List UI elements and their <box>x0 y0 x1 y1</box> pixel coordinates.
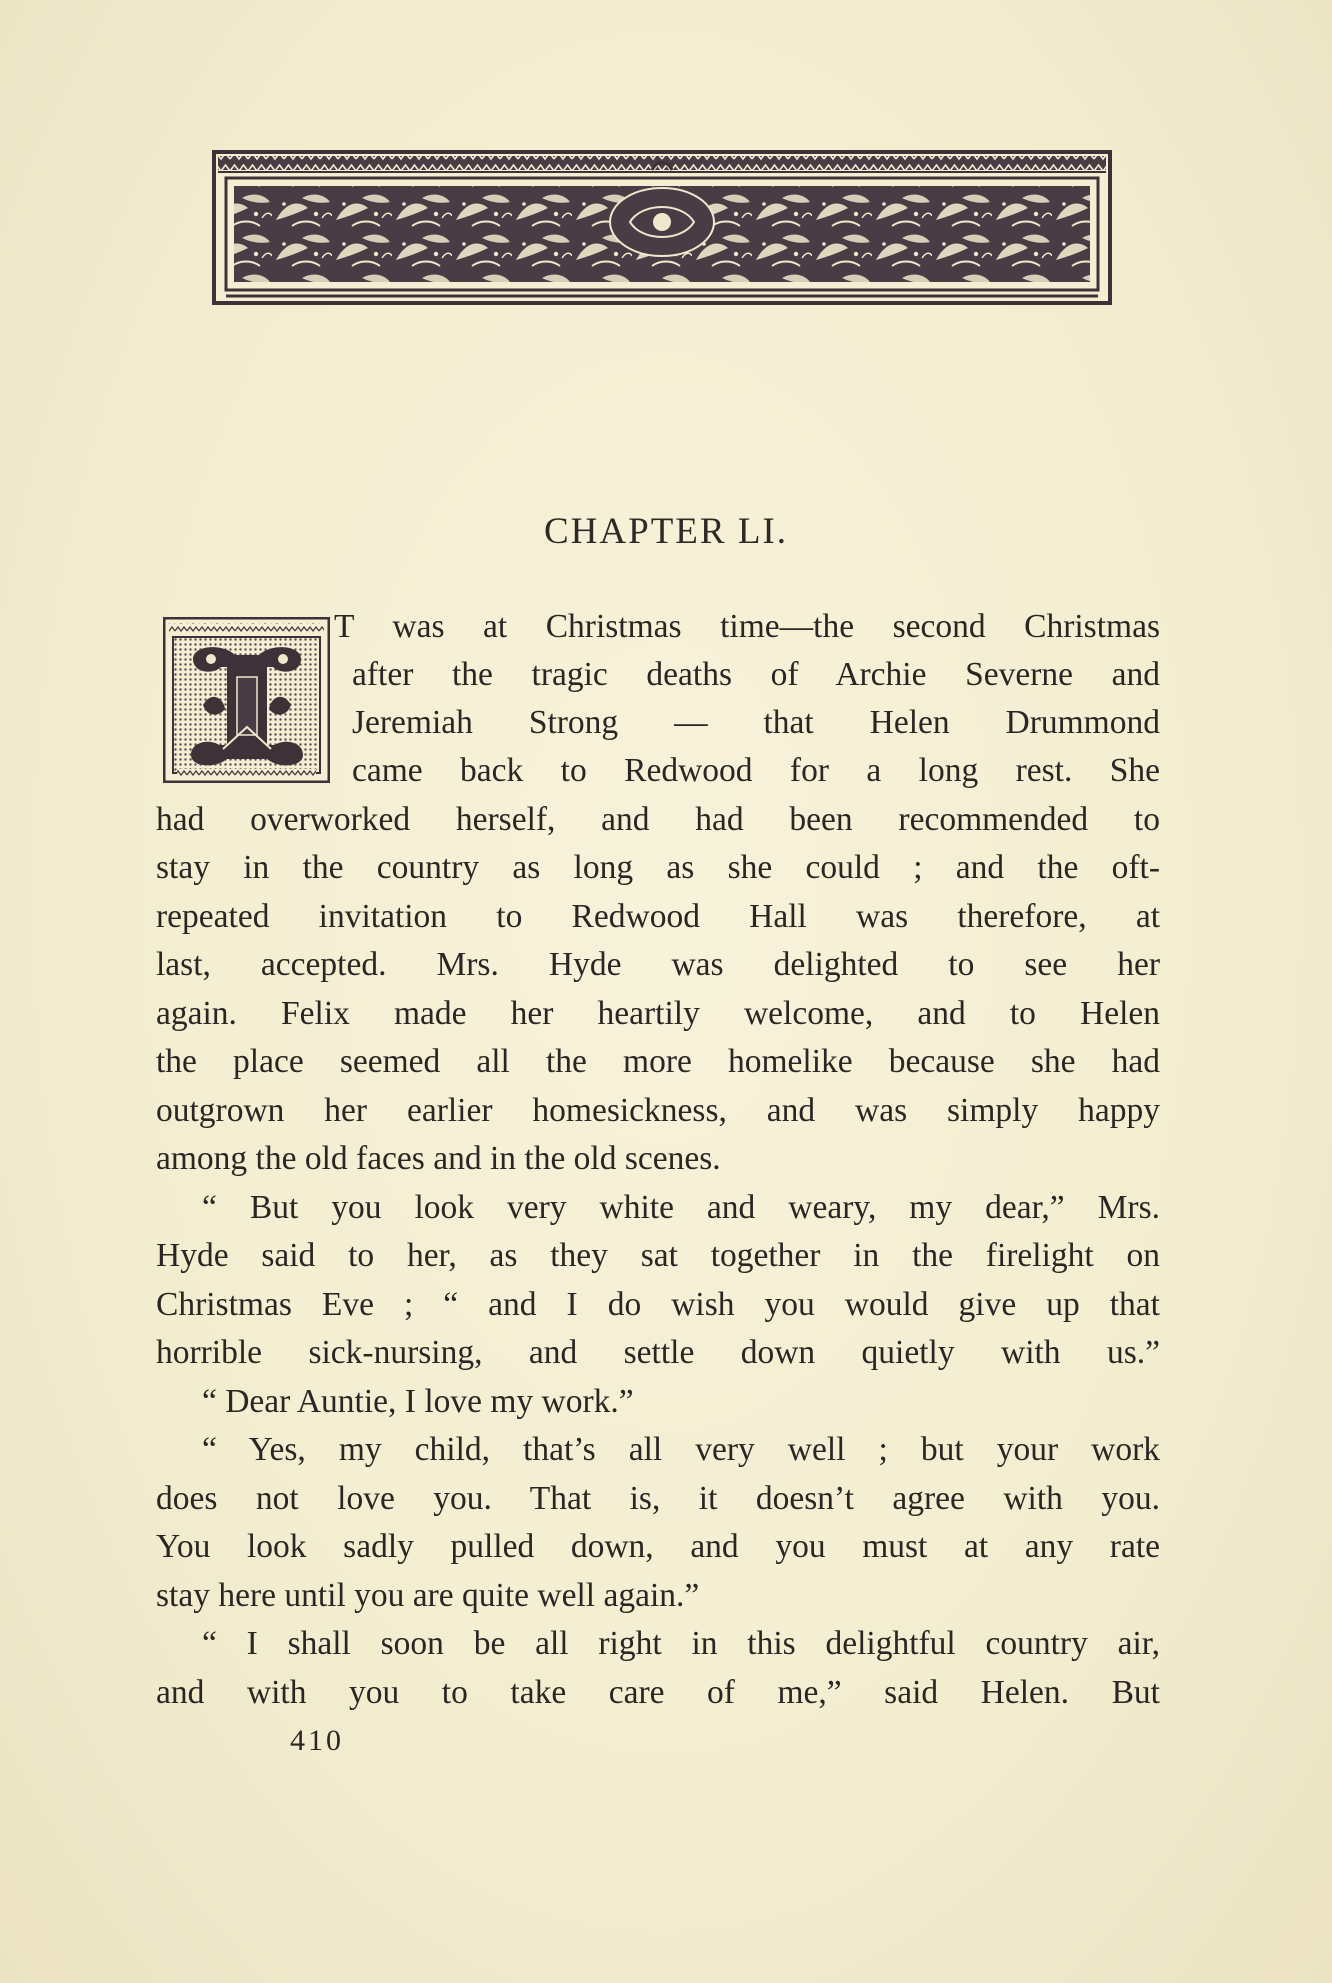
text-line: Jeremiah Strong — that Helen Drummond <box>352 704 1160 741</box>
text-line: and with you to take care of me,” said Helen. But <box>156 1674 1160 1711</box>
ornamental-headpiece <box>212 150 1112 305</box>
text-line: among the old faces and in the old scenes. <box>156 1140 721 1177</box>
text-line: after the tragic deaths of Archie Severne and <box>352 656 1160 693</box>
text-line: the place seemed all the more homelike because she had <box>156 1043 1160 1080</box>
text-line: stay in the country as long as she could ; and the oft- <box>156 849 1160 886</box>
text-line: had overworked herself, and had been recommended to <box>156 801 1160 838</box>
text-line: You look sadly pulled down, and you must at any rate <box>156 1528 1160 1565</box>
text-line: outgrown her earlier homesickness, and was simply happy <box>156 1092 1160 1129</box>
page-number: 410 <box>290 1724 344 1757</box>
text-line: “ I shall soon be all right in this delightful country air, <box>202 1625 1160 1662</box>
text-line: Christmas Eve ; “ and I do wish you would give up that <box>156 1286 1160 1323</box>
text-line: “ Yes, my child, that’s all very well ; but your work <box>202 1431 1160 1468</box>
text-line: came back to Redwood for a long rest. She <box>352 752 1160 789</box>
text-line: last, accepted. Mrs. Hyde was delighted to see her <box>156 946 1160 983</box>
text-line: again. Felix made her heartily welcome, and to Helen <box>156 995 1160 1032</box>
text-line: horrible sick-nursing, and settle down quietly with us.” <box>156 1334 1160 1371</box>
text-line: “ Dear Auntie, I love my work.” <box>202 1383 634 1420</box>
text-line: “ But you look very white and weary, my dear,” Mrs. <box>202 1189 1160 1226</box>
text-line: does not love you. That is, it doesn’t agree with you. <box>156 1480 1160 1517</box>
text-line: Hyde said to her, as they sat together in the firelight on <box>156 1237 1160 1274</box>
chapter-title: CHAPTER LI. <box>544 511 788 552</box>
text-line: repeated invitation to Redwood Hall was therefore, at <box>156 898 1160 935</box>
drop-cap-initial <box>163 617 330 783</box>
text-line: stay here until you are quite well again.” <box>156 1577 700 1614</box>
text-line: T was at Christmas time—the second Christmas <box>334 608 1160 645</box>
